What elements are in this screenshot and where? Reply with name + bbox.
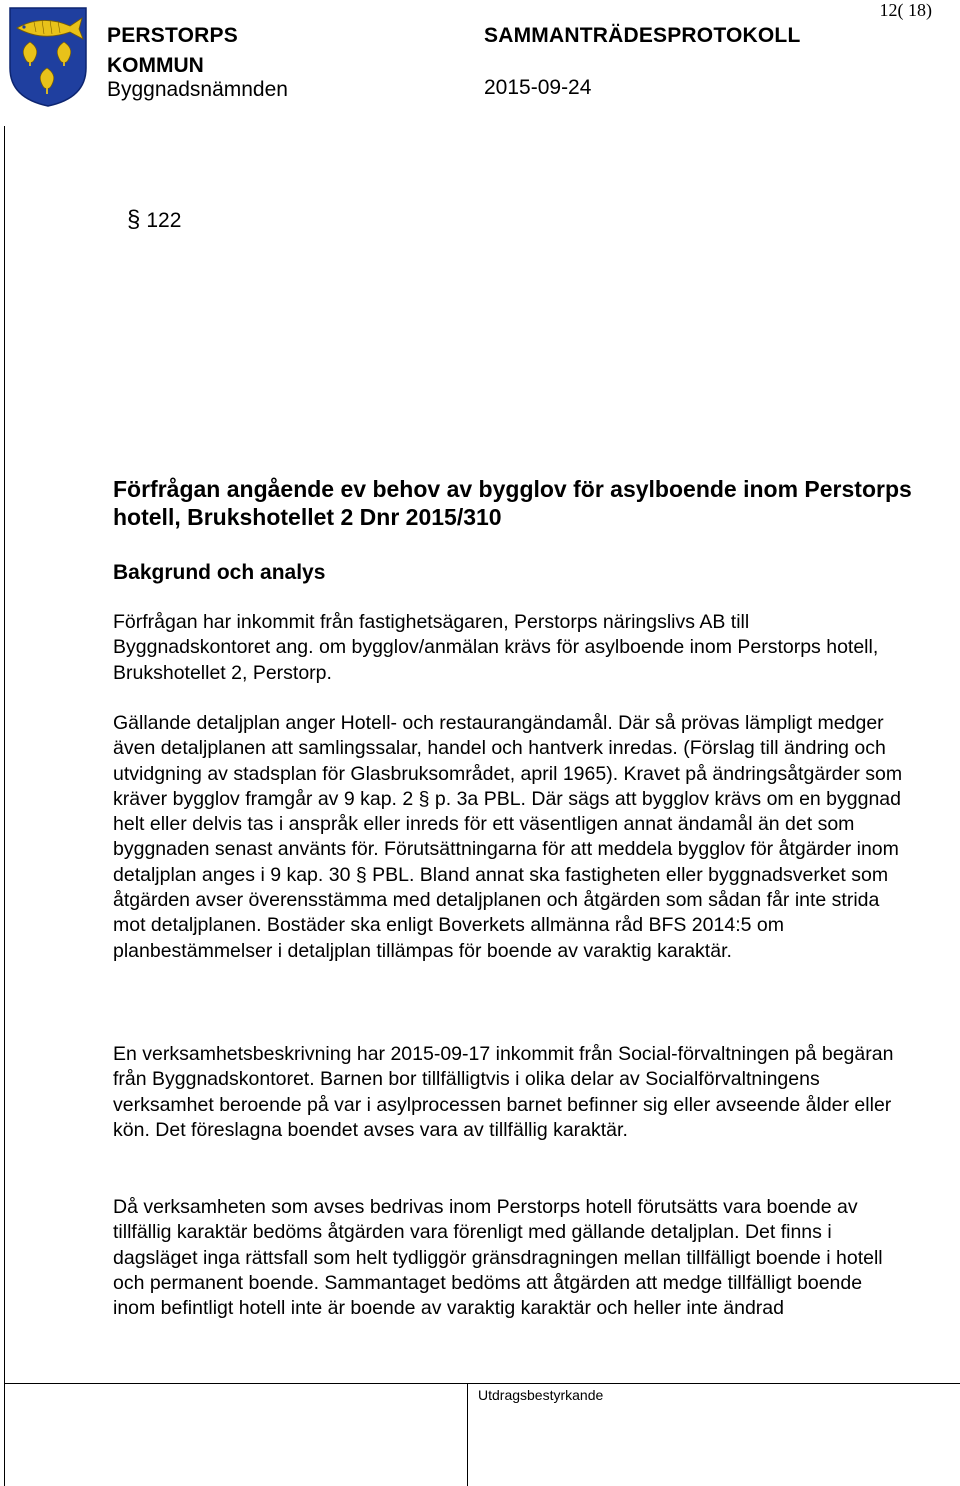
certification-label: Utdragsbestyrkande (478, 1387, 604, 1403)
meeting-date: 2015-09-24 (484, 76, 592, 99)
document-title: Förfrågan angående ev behov av bygglov för asylboende inom Perstorps hotell, Brukshotellet 2 Dnr 2015/310 (113, 476, 912, 530)
page-number: 12( 18) (879, 0, 932, 20)
org-name-line2: KOMMUN (107, 54, 204, 77)
section-symbol: § (127, 206, 141, 233)
subheading: Bakgrund och analys (113, 561, 326, 584)
department-name: Byggnadsnämnden (107, 78, 288, 101)
body-paragraph (113, 711, 903, 964)
body-paragraph (113, 610, 903, 686)
body-paragraph (113, 1042, 903, 1143)
body-paragraph (113, 1195, 903, 1321)
paragraph-text: Förfrågan har inkommit från fastighetsägaren, Perstorps näringslivs AB till Byggnadskontoret ang. om bygglov/anmälan krävs för asylboende inom Perstorps hotell, Brukshotellet 2, Perstorp. (113, 611, 879, 684)
paragraph-text: Då verksamheten som avses bedrivas inom Perstorps hotell förutsätts vara boende av tillfällig karaktär bedöms åtgärden vara förenligt med gällande detaljplan. Det finns i dagsläget inga rättsfall som helt tydliggör gränsdragningen mellan tillfälligt boende i hotell och permanent boende. Sammantaget bedöms att åtgärden att medge tillfälligt boende inom befintligt hotell inte är boende av varaktig karaktär och heller inte ändrad (113, 1196, 883, 1320)
footer-divider (5, 1383, 960, 1384)
document-type: SAMMANTRÄDESPROTOKOLL (484, 24, 801, 47)
footer-column-separator (467, 1383, 468, 1486)
left-margin-rule (4, 126, 5, 1486)
paragraph-text: Gällande detaljplan anger Hotell- och restaurangändamål. Där så prövas lämpligt medger även detaljplanen att samlingssalar, handel och hantverk inredas. (Förslag till ändring och utvidgning av stadsplan för Glasbruksområdet, april 1965). Kravet på ändringsåtgärder som kräver bygglov framgår av 9 kap. 2 § p. 3a PBL. Där sägs att bygglov krävs om en byggnad helt eller delvis tas i anspråk eller inreds för ett väsentligen annat ändamål än det som byggnaden senast använts för. Förutsättningarna för att meddela bygglov för åtgärder inom detaljplan anges i 9 kap. 30 § PBL. Bland annat ska fastigheten eller byggnadsverket som åtgärden avser överensstämma med detaljplanen och åtgärden som sådan får inte strida mot detaljplanen. Bostäder ska enligt Boverkets allmänna råd BFS 2014:5 om planbestämmelser i detaljplan tillämpas för boende av varaktig karaktär. (113, 712, 903, 962)
section-paragraph (127, 206, 181, 234)
org-name-line1: PERSTORPS (107, 24, 238, 47)
coat-of-arms-logo (8, 6, 88, 108)
paragraph-text: En verksamhetsbeskrivning har 2015-09-17 inkommit från Social-förvaltningen på begäran från Byggnadskontoret. Barnen bor tillfälligtvis i olika delar av Socialförvaltningens verksamhet beroende på var i asylprocessen barnet befinner sig eller avseende ålder eller kön. Det föreslagna boendet avses vara av tillfällig karaktär. (113, 1043, 894, 1141)
section-number: 122 (146, 209, 182, 232)
